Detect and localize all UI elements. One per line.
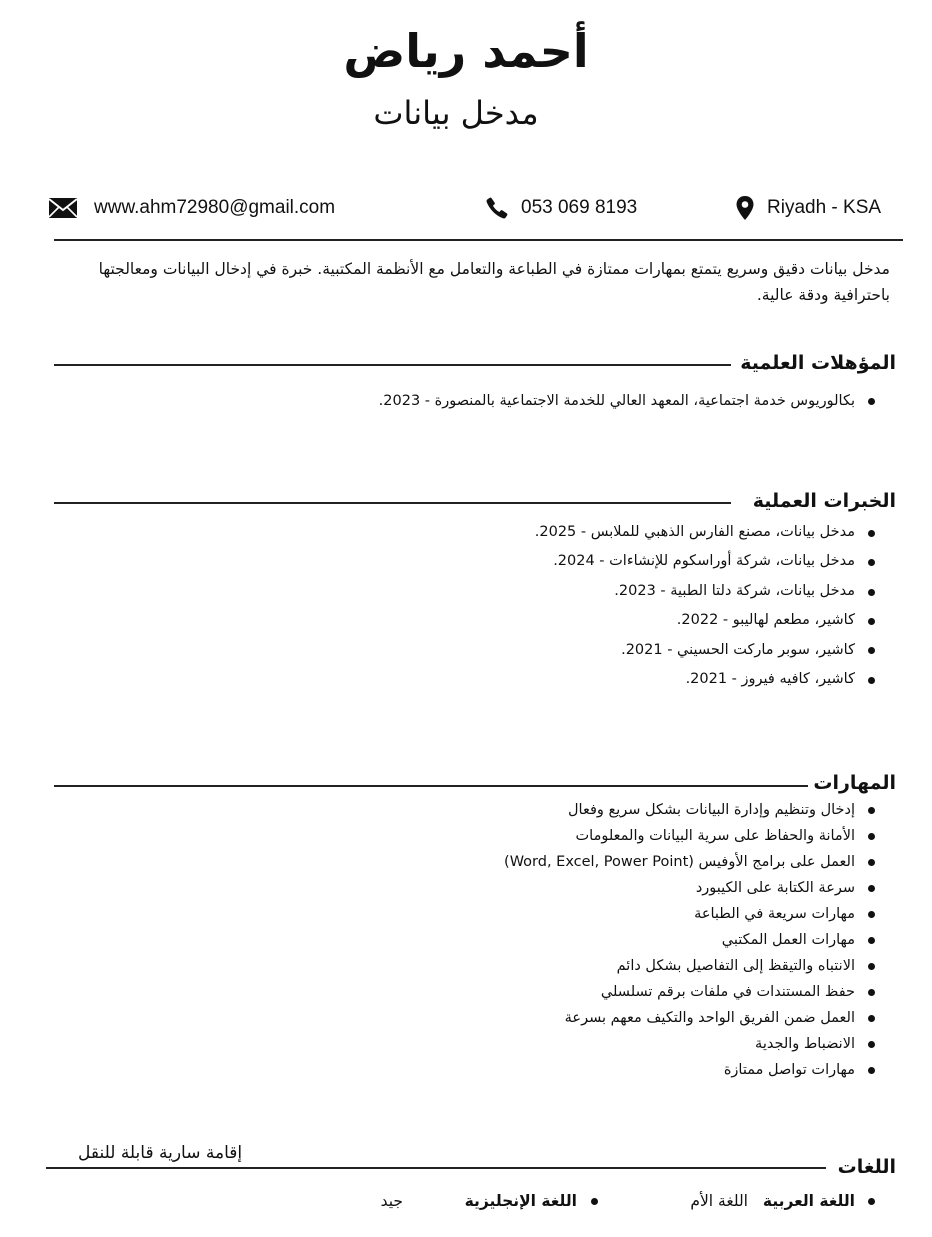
experience-list — [535, 518, 889, 694]
map-pin-icon — [735, 195, 755, 221]
list-item: مهارات العمل المكتبي — [504, 927, 889, 953]
language-name: اللغة العربية — [762, 1192, 855, 1210]
profile-summary: مدخل بيانات دقيق وسريع يتمتع بمهارات ممتازة في الطباعة والتعامل مع الأنظمة المكتبية. خبرة في إدخال البيانات ومعالجتها باحترافية ودقة عالية. — [98, 260, 890, 304]
languages-divider — [46, 1167, 826, 1169]
job-title: مدخل بيانات — [373, 94, 539, 132]
skills-list — [504, 797, 889, 1083]
experience-title: الخبرات العملية — [752, 490, 896, 512]
education-title: المؤهلات العلمية — [740, 352, 896, 374]
list-item: كاشير، مطعم لهاليبو - 2022. — [535, 606, 889, 635]
list-item: كاشير، سوبر ماركت الحسيني - 2021. — [535, 636, 889, 665]
list-item: بكالوريوس خدمة اجتماعية، المعهد العالي للخدمة الاجتماعية بالمنصورة - 2023. — [379, 386, 889, 416]
candidate-name: أحمد رياض — [343, 24, 589, 78]
skills-divider — [54, 785, 808, 787]
experience-divider — [54, 502, 731, 504]
list-item: حفظ المستندات في ملفات برقم تسلسلي — [504, 979, 889, 1005]
list-item: مدخل بيانات، شركة دلتا الطبية - 2023. — [535, 577, 889, 606]
language-level: جيد — [380, 1192, 403, 1210]
language-name: اللغة الإنجليزية — [464, 1192, 577, 1210]
education-divider — [54, 364, 731, 366]
list-item: الانتباه والتيقظ إلى التفاصيل بشكل دائم — [504, 953, 889, 979]
list-item: مدخل بيانات، شركة أوراسكوم للإنشاءات - 2024. — [535, 547, 889, 576]
list-item: الأمانة والحفاظ على سرية البيانات والمعلومات — [504, 823, 889, 849]
contact-email[interactable] — [48, 190, 335, 226]
list-item: سرعة الكتابة على الكيبورد — [504, 875, 889, 901]
list-item: مدخل بيانات، مصنع الفارس الذهبي للملابس - 2025. — [535, 518, 889, 547]
list-item: الانضباط والجدية — [504, 1031, 889, 1057]
list-item: العمل ضمن الفريق الواحد والتكيف معهم بسرعة — [504, 1005, 889, 1031]
bullet-icon — [868, 1198, 875, 1205]
list-item: العمل على برامج الأوفيس (Word, Excel, Power Point) — [504, 849, 889, 875]
languages-title: اللغات — [837, 1156, 896, 1178]
contact-location — [735, 190, 881, 226]
phone-icon — [485, 196, 509, 220]
education-list — [379, 386, 889, 416]
phone-text: 053 069 8193 — [521, 197, 638, 218]
location-text: Riyadh - KSA — [767, 197, 882, 218]
email-text: www.ahm72980@gmail.com — [94, 197, 336, 218]
header-divider — [54, 239, 903, 241]
residence-note: إقامة سارية قابلة للنقل — [78, 1143, 243, 1163]
skills-title: المهارات — [813, 772, 896, 794]
list-item: مهارات تواصل ممتازة — [504, 1057, 889, 1083]
list-item: كاشير، كافيه فيروز - 2021. — [535, 665, 889, 694]
envelope-icon — [48, 197, 78, 219]
list-item: مهارات سريعة في الطباعة — [504, 901, 889, 927]
language-level: اللغة الأم — [690, 1192, 748, 1210]
bullet-icon — [591, 1198, 598, 1205]
contact-phone[interactable] — [485, 190, 637, 226]
list-item: إدخال وتنظيم وإدارة البيانات بشكل سريع وفعال — [504, 797, 889, 823]
